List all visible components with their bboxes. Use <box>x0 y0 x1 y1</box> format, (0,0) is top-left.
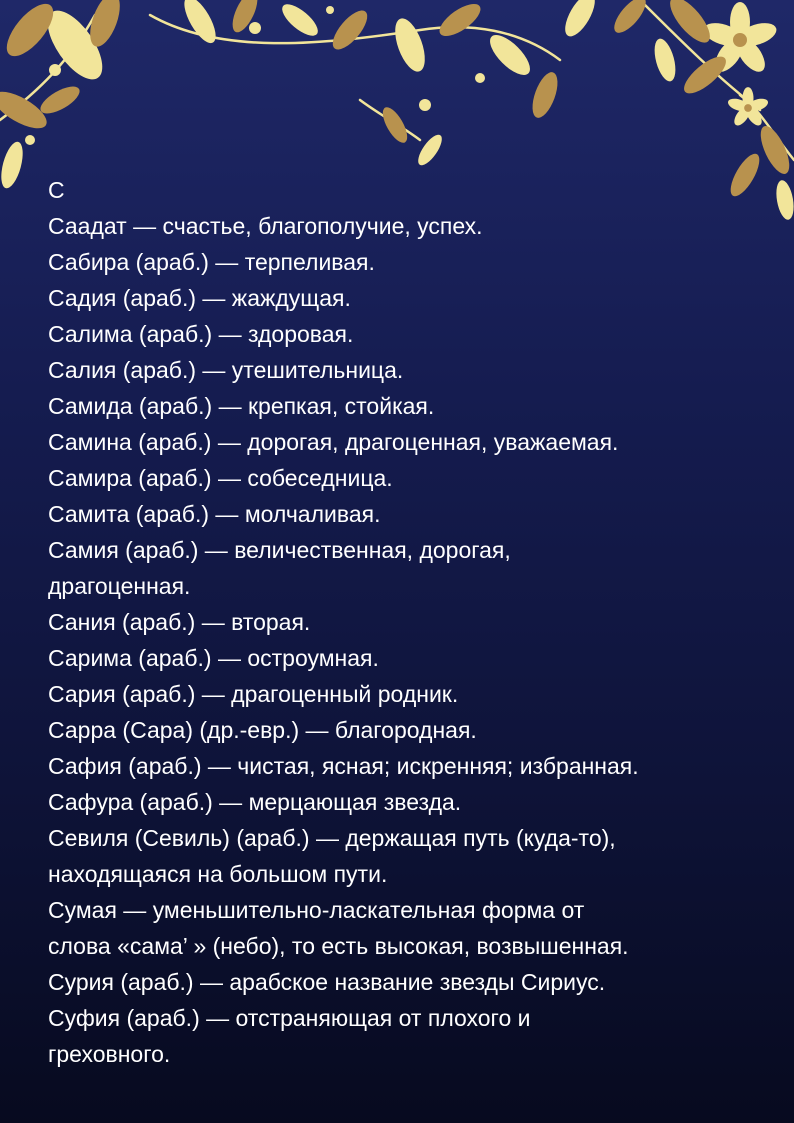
text-line: Сария (араб.) — драгоценный родник. <box>48 681 459 707</box>
text-line: Сумая — уменьшительно-ласкательная форма от <box>48 897 585 923</box>
text-line: Самида (араб.) — крепкая, стойкая. <box>48 393 435 419</box>
text-line: слова «сама’ » (небо), то есть высокая, возвышенная. <box>48 933 629 959</box>
text-line: Суфия (араб.) — отстраняющая от плохого и <box>48 1005 531 1031</box>
text-line: Самита (араб.) — молчаливая. <box>48 501 381 527</box>
text-line: драгоценная. <box>48 573 191 599</box>
section-letter: С <box>48 177 65 203</box>
text-line: Салима (араб.) — здоровая. <box>48 321 354 347</box>
text-line: Самира (араб.) — собеседница. <box>48 465 393 491</box>
text-line: Сарра (Сара) (др.-евр.) — благородная. <box>48 717 477 743</box>
document-body <box>48 172 768 1072</box>
text-line: Сабира (араб.) — терпеливая. <box>48 249 375 275</box>
text-line: Салия (араб.) — утешительница. <box>48 357 404 383</box>
text-line: Самина (араб.) — дорогая, драгоценная, уважаемая. <box>48 429 619 455</box>
text-line: Сурия (араб.) — арабское название звезды Сириус. <box>48 969 606 995</box>
text-line: Сафура (араб.) — мерцающая звезда. <box>48 789 462 815</box>
text-line: Саадат — счастье, благополучие, успех. <box>48 213 483 239</box>
text-line: Сафия (араб.) — чистая, ясная; искренняя; избранная. <box>48 753 639 779</box>
text-line: греховного. <box>48 1041 171 1067</box>
text-line: Сания (араб.) — вторая. <box>48 609 311 635</box>
text-line: Самия (араб.) — величественная, дорогая, <box>48 537 511 563</box>
text-line: Сарима (араб.) — остроумная. <box>48 645 379 671</box>
text-line: Садия (араб.) — жаждущая. <box>48 285 351 311</box>
text-line: находящаяся на большом пути. <box>48 861 388 887</box>
text-line: Севиля (Севиль) (араб.) — держащая путь (куда-то), <box>48 825 616 851</box>
